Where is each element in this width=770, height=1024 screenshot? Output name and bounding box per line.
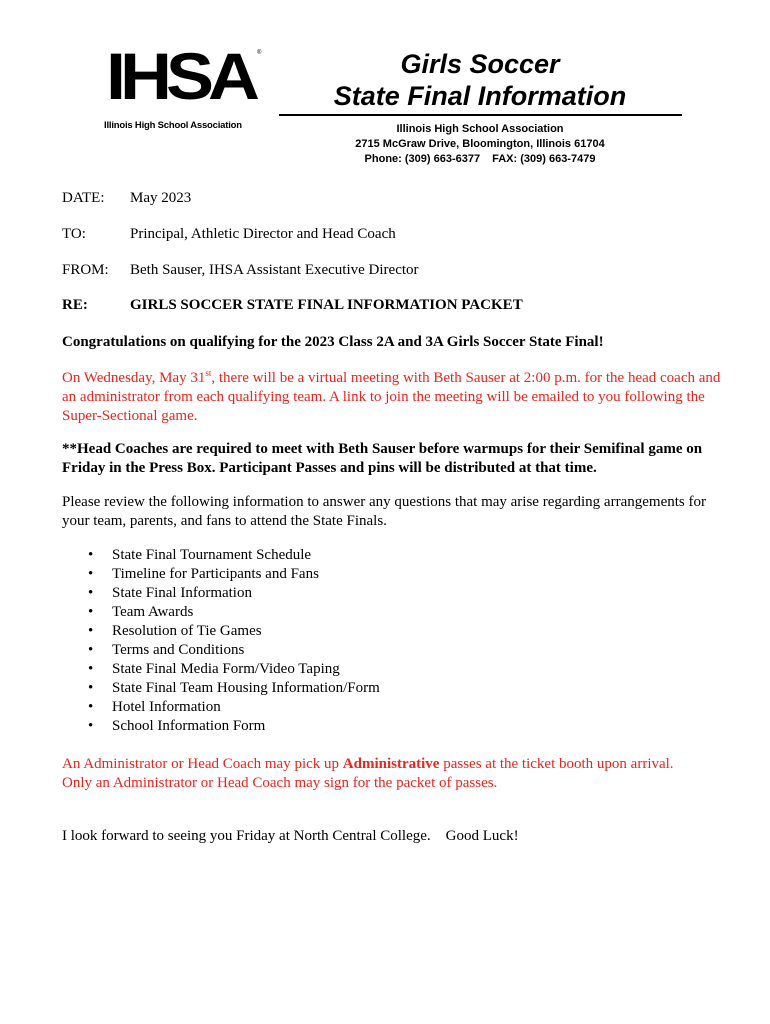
list-item bbox=[62, 698, 380, 717]
title-divider bbox=[279, 114, 682, 116]
date-value: May 2023 bbox=[130, 190, 192, 206]
bullet-marker: • bbox=[88, 699, 94, 715]
bullet-marker: • bbox=[88, 566, 94, 582]
passes-text-end: passes at the ticket booth upon arrival. bbox=[439, 756, 674, 772]
closing-paragraph bbox=[62, 827, 722, 846]
list-item-text: State Final Tournament Schedule bbox=[112, 547, 312, 563]
list-item-text: Team Awards bbox=[112, 604, 194, 620]
list-item bbox=[62, 546, 380, 565]
from-label: FROM: bbox=[62, 262, 109, 278]
list-item bbox=[62, 679, 380, 698]
list-item-text: School Information Form bbox=[112, 718, 266, 734]
bullet-marker: • bbox=[88, 718, 94, 734]
virtual-meeting-paragraph bbox=[62, 369, 722, 426]
bullet-marker: • bbox=[88, 661, 94, 677]
passes-line-2: Only an Administrator or Head Coach may sign for the packet of passes. bbox=[62, 775, 498, 791]
list-item-text: State Final Information bbox=[112, 585, 252, 601]
re-value: GIRLS SOCCER STATE FINAL INFORMATION PACKET bbox=[130, 297, 523, 313]
letterhead-address bbox=[280, 122, 680, 167]
ihsa-logo bbox=[104, 40, 270, 134]
to-value: Principal, Athletic Director and Head Coach bbox=[130, 226, 396, 242]
closing-text: I look forward to seeing you Friday at North Central College. bbox=[62, 828, 431, 844]
title-line-1: Girls Soccer bbox=[400, 49, 560, 79]
logo-subtitle: Illinois High School Association bbox=[104, 120, 242, 131]
list-item-text: Timeline for Participants and Fans bbox=[112, 566, 319, 582]
title-line-2: State Final Information bbox=[333, 81, 627, 111]
list-item bbox=[62, 603, 380, 622]
meeting-text-start: On Wednesday, May 31 bbox=[62, 370, 206, 386]
passes-line-1 bbox=[62, 755, 722, 774]
list-item bbox=[62, 641, 380, 660]
review-paragraph: Please review the following information to answer any questions that may arise regarding arrangements for your team, parents, and fans to attend the State Finals. bbox=[62, 494, 706, 529]
packet-contents-list bbox=[62, 546, 380, 736]
list-item-text: State Final Media Form/Video Taping bbox=[112, 661, 340, 677]
from-value: Beth Sauser, IHSA Assistant Executive Director bbox=[130, 262, 419, 278]
list-item-text: State Final Team Housing Information/Form bbox=[112, 680, 380, 696]
list-item-text: Hotel Information bbox=[112, 699, 221, 715]
logo-trademark: ® bbox=[257, 50, 262, 56]
good-luck-text: Good Luck! bbox=[445, 828, 519, 844]
phone-number: Phone: (309) 663-6377 bbox=[364, 153, 481, 165]
org-name: Illinois High School Association bbox=[396, 123, 564, 135]
street-address: 2715 McGraw Drive, Bloomington, Illinois 61704 bbox=[355, 138, 605, 150]
congratulations-paragraph: Congratulations on qualifying for the 2023 Class 2A and 3A Girls Soccer State Final! bbox=[62, 334, 604, 350]
bullet-marker: • bbox=[88, 604, 94, 620]
list-item bbox=[62, 717, 380, 736]
passes-paragraph bbox=[62, 755, 722, 793]
phone-fax-line bbox=[280, 152, 680, 167]
list-item bbox=[62, 584, 380, 603]
document-title bbox=[280, 48, 680, 112]
meeting-date-suffix: st bbox=[205, 368, 212, 378]
bullet-marker: • bbox=[88, 547, 94, 563]
bullet-marker: • bbox=[88, 585, 94, 601]
list-item-text: Resolution of Tie Games bbox=[112, 623, 262, 639]
bullet-marker: • bbox=[88, 642, 94, 658]
logo-letters: IHSA bbox=[106, 40, 255, 114]
list-item bbox=[62, 622, 380, 641]
passes-emphasis: Administrative bbox=[342, 756, 440, 772]
bullet-marker: • bbox=[88, 680, 94, 696]
list-item-text: Terms and Conditions bbox=[112, 642, 245, 658]
fax-number: FAX: (309) 663-7479 bbox=[492, 153, 596, 165]
re-label: RE: bbox=[62, 297, 88, 313]
head-coaches-paragraph: **Head Coaches are required to meet with Beth Sauser before warmups for their Semifinal game on Friday in the Press Box. Participant Passes and pins will be distributed at that time. bbox=[62, 441, 703, 476]
meeting-text-end: , there will be a virtual meeting with Beth Sauser at 2:00 p.m. for the head coach and an administrator from each qualifying team. A link to join the meeting will be emailed to you following the Super-Sectional game. bbox=[62, 370, 721, 424]
bullet-marker: • bbox=[88, 623, 94, 639]
date-label: DATE: bbox=[62, 190, 105, 206]
passes-text-start: An Administrator or Head Coach may pick up bbox=[62, 756, 343, 772]
to-label: TO: bbox=[62, 226, 86, 242]
list-item bbox=[62, 660, 380, 679]
list-item bbox=[62, 565, 380, 584]
